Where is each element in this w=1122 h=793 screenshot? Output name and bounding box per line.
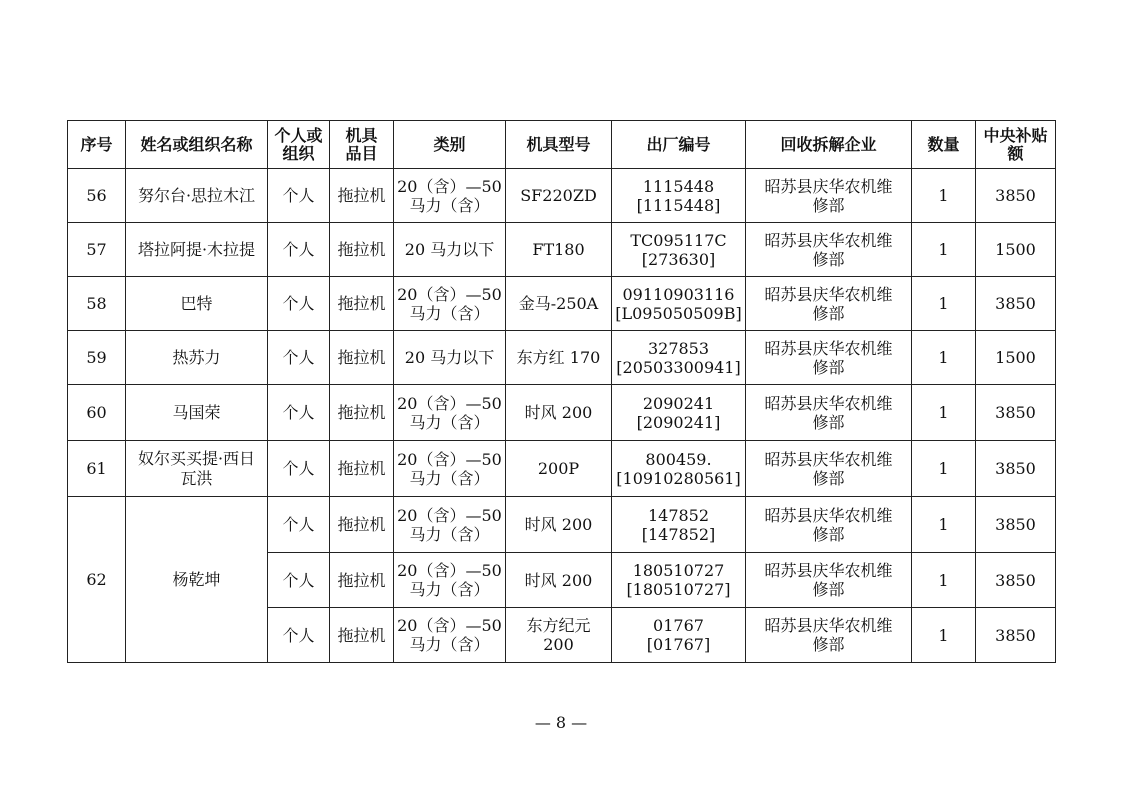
cell-line: 时风 200: [524, 570, 593, 590]
cell-seq: 62: [68, 497, 126, 663]
cell-person-or-org: 个人: [268, 441, 330, 497]
cell-name: [126, 169, 268, 223]
cell-machine-item: 拖拉机: [330, 331, 394, 385]
cell-line: 01767: [653, 616, 704, 635]
header-category: [394, 121, 506, 169]
cell-line: [147852]: [641, 524, 716, 544]
cell-quantity: 1: [912, 608, 976, 663]
cell-name: [126, 223, 268, 277]
cell-serial: [612, 441, 746, 497]
cell-line: 20（含）—50: [397, 284, 502, 304]
cell-line: 147852: [647, 505, 710, 525]
cell-quantity: 1: [912, 277, 976, 331]
cell-person-or-org: 个人: [268, 608, 330, 663]
cell-line: 马力（含）: [409, 580, 490, 599]
cell-line: 昭苏县庆华农机维: [764, 449, 893, 469]
cell-machine-item: 拖拉机: [330, 169, 394, 223]
cell-line: 327853: [647, 338, 710, 358]
cell-machine-item: 拖拉机: [330, 608, 394, 663]
cell-line: 修部: [812, 303, 845, 323]
cell-category: [394, 223, 506, 277]
header-name: [126, 121, 268, 169]
cell-line: 出厂编号: [646, 134, 711, 154]
cell-line: 修部: [812, 524, 845, 544]
cell-line: 东方纪元: [526, 616, 591, 635]
table-header-row: [68, 121, 1056, 169]
subsidy-table: [67, 120, 1056, 663]
cell-line: 组织: [282, 143, 315, 163]
cell-line: 20（含）—50: [397, 176, 502, 196]
cell-line: [2090241]: [636, 412, 721, 432]
cell-subsidy: 3850: [976, 441, 1056, 497]
cell-name: [126, 277, 268, 331]
cell-line: [180510727]: [626, 580, 731, 599]
cell-line: 机具型号: [526, 134, 591, 154]
cell-machine-item: 拖拉机: [330, 385, 394, 441]
cell-seq: 61: [68, 441, 126, 497]
cell-line: 金马-250A: [518, 294, 599, 313]
cell-line: 机具: [345, 125, 378, 145]
cell-line: 努尔台·思拉木江: [137, 185, 256, 205]
cell-line: 180510727: [632, 561, 725, 580]
cell-line: 马力（含）: [409, 524, 490, 544]
cell-person-or-org: 个人: [268, 553, 330, 608]
cell-line: 昭苏县庆华农机维: [764, 393, 893, 413]
cell-line: 马国荣: [172, 402, 221, 422]
header-person-or-org: [268, 121, 330, 169]
cell-model: [506, 223, 612, 277]
cell-model: [506, 331, 612, 385]
cell-line: 中央补贴: [983, 125, 1048, 145]
cell-model: [506, 441, 612, 497]
cell-person-or-org: 个人: [268, 223, 330, 277]
header-serial: [612, 121, 746, 169]
cell-line: 800459.: [645, 449, 712, 469]
cell-line: [01767]: [646, 635, 711, 654]
cell-machine-item: 拖拉机: [330, 223, 394, 277]
cell-line: 回收拆解企业: [780, 134, 877, 154]
cell-person-or-org: 个人: [268, 169, 330, 223]
cell-quantity: 1: [912, 223, 976, 277]
cell-company: [746, 553, 912, 608]
cell-subsidy: 1500: [976, 331, 1056, 385]
cell-model: [506, 277, 612, 331]
cell-machine-item: 拖拉机: [330, 441, 394, 497]
cell-person-or-org: 个人: [268, 385, 330, 441]
cell-name: [126, 441, 268, 497]
table-row: [68, 497, 1056, 553]
cell-line: 昭苏县庆华农机维: [764, 505, 893, 525]
cell-subsidy: 3850: [976, 553, 1056, 608]
cell-subsidy: 1500: [976, 223, 1056, 277]
table-row: [68, 277, 1056, 331]
cell-name: [126, 331, 268, 385]
cell-line: 马力（含）: [409, 195, 490, 215]
cell-line: 修部: [812, 468, 845, 488]
cell-quantity: 1: [912, 331, 976, 385]
cell-line: 热苏力: [172, 347, 221, 367]
cell-subsidy: 3850: [976, 169, 1056, 223]
cell-line: 昭苏县庆华农机维: [764, 338, 893, 358]
cell-quantity: 1: [912, 385, 976, 441]
cell-machine-item: 拖拉机: [330, 277, 394, 331]
header-machine-item: [330, 121, 394, 169]
cell-line: 马力（含）: [409, 468, 490, 488]
cell-model: [506, 385, 612, 441]
cell-line: 修部: [812, 357, 845, 377]
cell-serial: [612, 497, 746, 553]
cell-category: [394, 331, 506, 385]
cell-quantity: 1: [912, 441, 976, 497]
cell-subsidy: 3850: [976, 608, 1056, 663]
cell-quantity: 1: [912, 169, 976, 223]
cell-model: [506, 553, 612, 608]
cell-line: 个人或: [274, 125, 323, 145]
cell-line: 200P: [537, 459, 580, 478]
cell-line: 马力（含）: [409, 635, 490, 654]
cell-line: 20（含）—50: [397, 616, 502, 635]
cell-category: [394, 553, 506, 608]
cell-serial: [612, 331, 746, 385]
cell-line: [10910280561]: [616, 468, 741, 488]
cell-line: 类别: [433, 134, 466, 154]
cell-model: [506, 169, 612, 223]
cell-serial: [612, 277, 746, 331]
cell-company: [746, 385, 912, 441]
cell-line: 修部: [812, 195, 845, 215]
cell-line: 20（含）—50: [397, 561, 502, 580]
header-seq: [68, 121, 126, 169]
cell-line: SF220ZD: [520, 186, 597, 205]
cell-company: [746, 169, 912, 223]
cell-line: 昭苏县庆华农机维: [764, 230, 893, 250]
cell-quantity: 1: [912, 497, 976, 553]
cell-line: 品目: [345, 143, 378, 163]
cell-model: [506, 497, 612, 553]
cell-company: [746, 441, 912, 497]
cell-line: 修部: [812, 580, 845, 599]
cell-category: [394, 441, 506, 497]
cell-serial: [612, 385, 746, 441]
cell-company: [746, 497, 912, 553]
cell-category: [394, 277, 506, 331]
cell-line: 20 马力以下: [404, 348, 495, 367]
cell-serial: [612, 169, 746, 223]
cell-line: 昭苏县庆华农机维: [764, 561, 893, 580]
cell-company: [746, 331, 912, 385]
cell-line: [1115448]: [636, 195, 721, 215]
cell-line: 修部: [812, 635, 845, 654]
page-number: — 8 —: [534, 713, 588, 732]
cell-line: 昭苏县庆华农机维: [764, 616, 893, 635]
cell-serial: [612, 553, 746, 608]
cell-serial: [612, 608, 746, 663]
cell-line: 20（含）—50: [397, 393, 502, 413]
cell-company: [746, 608, 912, 663]
cell-company: [746, 277, 912, 331]
cell-model: [506, 608, 612, 663]
cell-line: 姓名或组织名称: [140, 134, 253, 154]
cell-line: TC095117C: [630, 230, 727, 250]
header-company: [746, 121, 912, 169]
cell-line: 09110903116: [622, 284, 735, 304]
cell-seq: 58: [68, 277, 126, 331]
cell-line: 马力（含）: [409, 412, 490, 432]
cell-line: 200: [543, 635, 574, 654]
cell-line: 20（含）—50: [397, 449, 502, 469]
cell-seq: 57: [68, 223, 126, 277]
cell-category: [394, 385, 506, 441]
cell-line: [L095050509B]: [615, 303, 742, 323]
cell-line: 2090241: [642, 393, 715, 413]
table-row: [68, 441, 1056, 497]
cell-category: [394, 169, 506, 223]
header-model: [506, 121, 612, 169]
cell-seq: 60: [68, 385, 126, 441]
cell-name: 杨乾坤: [126, 497, 268, 663]
cell-line: 昭苏县庆华农机维: [764, 284, 893, 304]
cell-line: 1115448: [642, 176, 715, 196]
subsidy-table-container: [67, 120, 1056, 663]
cell-line: 东方红 170: [516, 348, 601, 367]
cell-line: 昭苏县庆华农机维: [764, 176, 893, 196]
cell-line: 时风 200: [524, 403, 593, 422]
cell-line: 20 马力以下: [404, 240, 495, 259]
cell-line: 序号: [80, 134, 113, 154]
cell-line: 时风 200: [524, 515, 593, 534]
cell-line: FT180: [532, 240, 585, 259]
cell-serial: [612, 223, 746, 277]
cell-name: [126, 385, 268, 441]
cell-category: [394, 497, 506, 553]
header-subsidy: [976, 121, 1056, 169]
cell-machine-item: 拖拉机: [330, 553, 394, 608]
cell-line: 数量: [927, 134, 960, 154]
cell-line: 修部: [812, 412, 845, 432]
cell-line: 塔拉阿提·木拉提: [137, 239, 256, 259]
cell-line: [273630]: [641, 249, 716, 269]
cell-person-or-org: 个人: [268, 497, 330, 553]
cell-line: 奴尔买买提·西日: [137, 448, 256, 468]
cell-machine-item: 拖拉机: [330, 497, 394, 553]
cell-seq: 56: [68, 169, 126, 223]
cell-line: [20503300941]: [616, 357, 741, 377]
cell-line: 20（含）—50: [397, 505, 502, 525]
table-row: [68, 385, 1056, 441]
cell-line: 修部: [812, 249, 845, 269]
table-row: [68, 331, 1056, 385]
table-row: [68, 223, 1056, 277]
table-row: [68, 169, 1056, 223]
cell-category: [394, 608, 506, 663]
cell-line: 瓦洪: [180, 468, 213, 488]
cell-line: 额: [1007, 143, 1024, 163]
cell-person-or-org: 个人: [268, 331, 330, 385]
cell-company: [746, 223, 912, 277]
cell-subsidy: 3850: [976, 497, 1056, 553]
cell-person-or-org: 个人: [268, 277, 330, 331]
header-quantity: [912, 121, 976, 169]
cell-subsidy: 3850: [976, 385, 1056, 441]
cell-seq: 59: [68, 331, 126, 385]
cell-line: 马力（含）: [409, 303, 490, 323]
table-body: [68, 169, 1056, 663]
cell-line: 巴特: [180, 293, 213, 313]
cell-subsidy: 3850: [976, 277, 1056, 331]
cell-quantity: 1: [912, 553, 976, 608]
